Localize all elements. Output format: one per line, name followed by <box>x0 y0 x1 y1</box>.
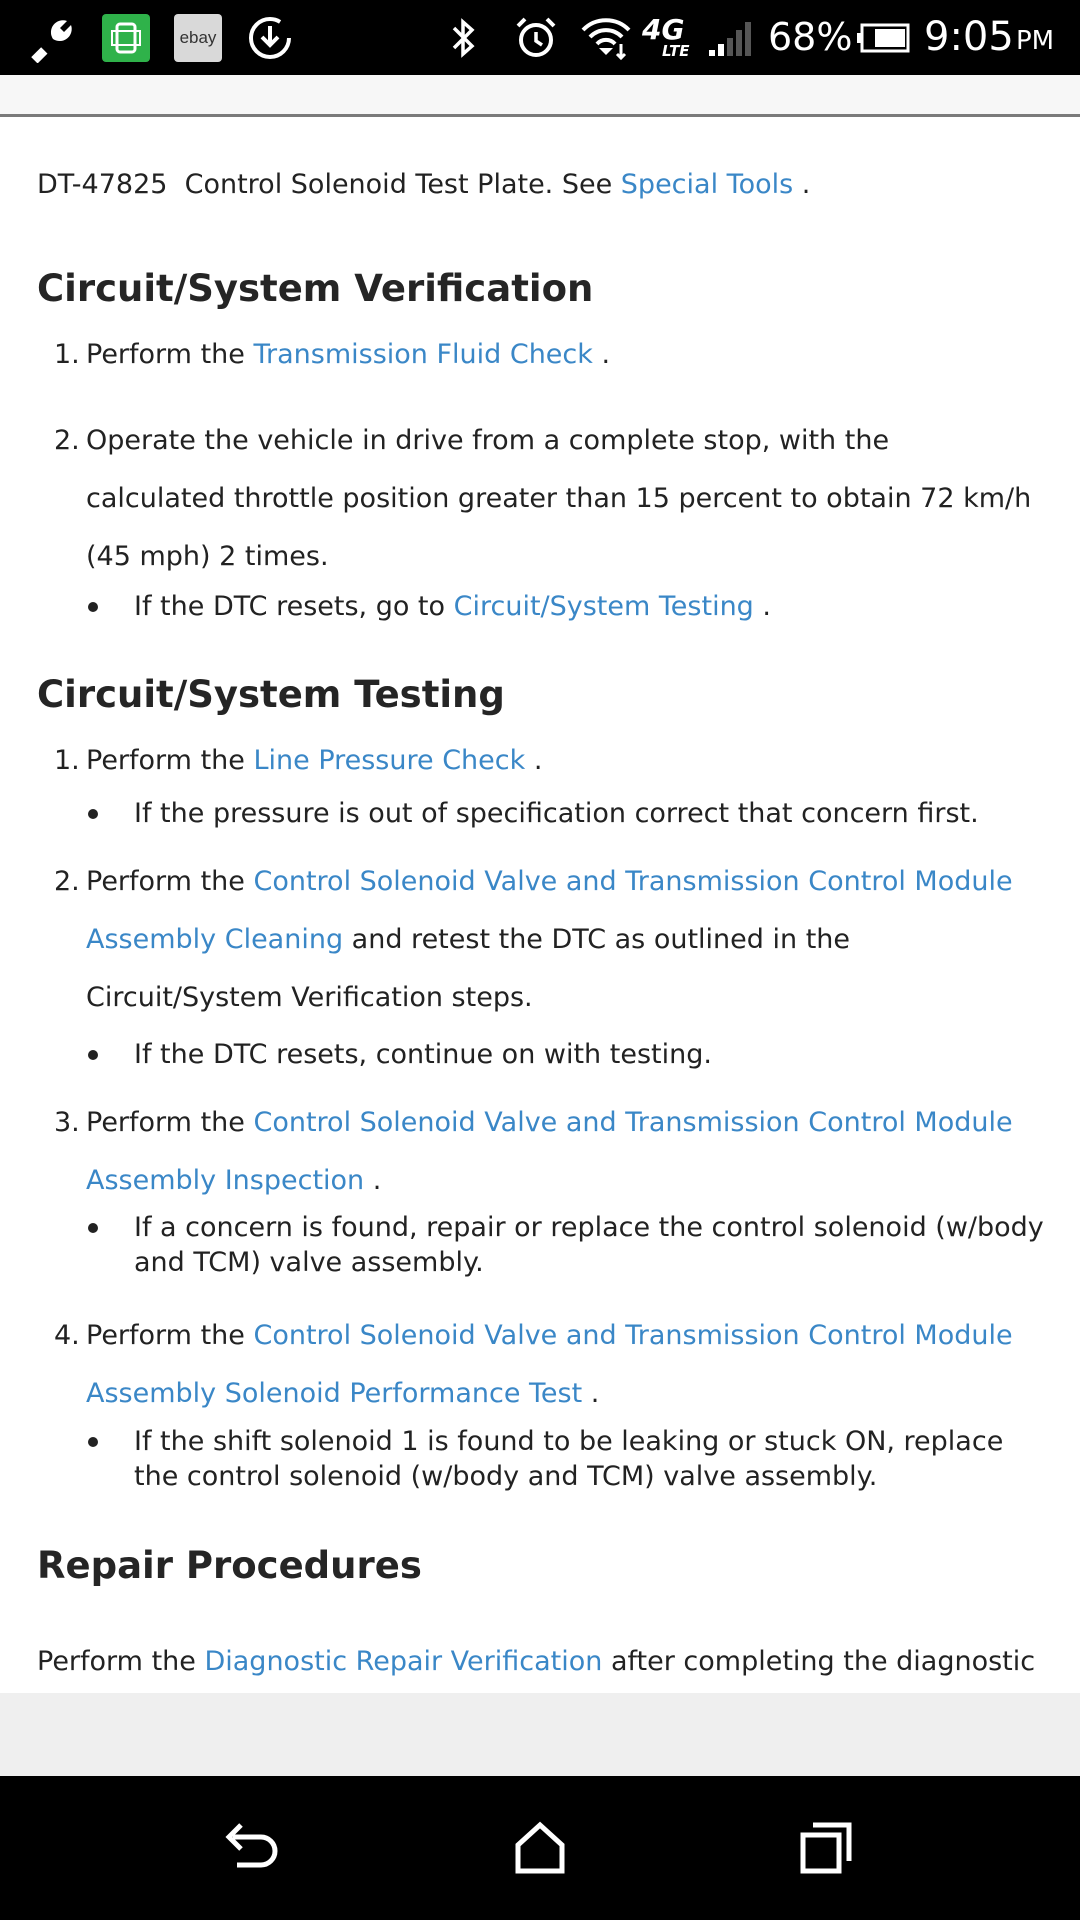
testing-step-1 <box>86 732 1036 790</box>
signal-icon <box>706 0 756 75</box>
network-sub-label: LTE <box>662 42 690 60</box>
battery-icon <box>856 0 912 75</box>
document-content[interactable] <box>0 117 1080 1693</box>
testing-step-2-bullet: If the DTC resets, continue on with testing. <box>134 1039 712 1070</box>
recent-apps-icon <box>799 1821 855 1875</box>
step-text-tail: . <box>592 339 611 370</box>
testing-step-3-bullet: If a concern is found, repair or replace the control solenoid (w/body and TCM) valve assembly. <box>134 1212 1044 1278</box>
verification-step-2: Operate the vehicle in drive from a complete stop, with the calculated throttle position greater than 15 percent to obtain 72 km/h (45 mph) 2 times. <box>86 425 1032 572</box>
ebay-label: ebay <box>179 27 217 47</box>
browser-toolbar-strip <box>0 75 1080 117</box>
intro-text: DT-47825 Control Solenoid Test Plate. See <box>37 169 621 200</box>
solenoid-performance-test-link[interactable]: Control Solenoid Valve and Transmission Control Module Assembly Solenoid Performance Test <box>86 1320 1013 1409</box>
testing-step-4 <box>86 1307 1036 1423</box>
item-number: 2. <box>54 425 80 456</box>
bullet-text: If the DTC resets, go to <box>134 591 454 622</box>
repair-text: Perform the <box>37 1646 205 1677</box>
testing-step-2 <box>86 853 1036 1027</box>
network-label: 4G <box>642 13 685 46</box>
item-number: 3. <box>54 1107 80 1138</box>
cleaning-procedure-link[interactable]: Control Solenoid Valve and Transmission Control Module Assembly Cleaning <box>86 866 1013 955</box>
step-text: Perform the <box>86 339 254 370</box>
testing-step-3 <box>86 1094 1036 1210</box>
line-pressure-check-link[interactable]: Line Pressure Check <box>253 745 526 776</box>
green-app-icon[interactable] <box>100 0 152 75</box>
testing-step-4-bullet: If the shift solenoid 1 is found to be leaking or stuck ON, replace the control solenoid (w/body and TCM) valve assembly. <box>134 1426 1004 1492</box>
clock-ampm: PM <box>1016 26 1055 56</box>
battery-percent: 68% <box>768 15 853 59</box>
back-button[interactable] <box>153 1776 353 1920</box>
ebay-app-icon[interactable] <box>172 0 224 75</box>
intro-paragraph <box>37 167 810 202</box>
verification-step-2-bullet <box>134 589 1044 624</box>
bullet-icon <box>88 1050 98 1060</box>
testing-step-1-bullet: If the pressure is out of specification correct that concern first. <box>134 798 979 829</box>
transmission-fluid-check-link[interactable]: Transmission Fluid Check <box>253 339 593 370</box>
clock-time: 9:05 <box>924 14 1014 60</box>
back-icon <box>223 1821 283 1875</box>
step-text-tail: . <box>582 1378 600 1409</box>
wrench-icon[interactable] <box>28 0 80 75</box>
item-number: 4. <box>54 1320 80 1351</box>
navigation-bar <box>0 1776 1080 1920</box>
recent-apps-button[interactable] <box>727 1776 927 1920</box>
alarm-icon <box>510 0 562 75</box>
repair-text-tail: after completing the diagnostic <box>602 1646 1036 1677</box>
step-text-tail: and retest the DTC as outlined in the Circuit/System Verification steps. <box>86 924 851 1013</box>
download-icon[interactable] <box>244 0 296 75</box>
page-bottom-area <box>0 1693 1080 1776</box>
inspection-procedure-link[interactable]: Control Solenoid Valve and Transmission Control Module Assembly Inspection <box>86 1107 1013 1196</box>
step-text: Perform the <box>86 1320 254 1351</box>
item-number: 1. <box>54 745 80 776</box>
step-text: Perform the <box>86 745 254 776</box>
bullet-tail: . <box>753 591 771 622</box>
bullet-icon <box>88 602 98 612</box>
heading-circuit-system-testing: Circuit/System Testing <box>37 673 505 716</box>
bullet-icon <box>88 1437 98 1447</box>
bullet-icon <box>88 1223 98 1233</box>
step-text: Perform the <box>86 866 254 897</box>
circuit-system-testing-link[interactable]: Circuit/System Testing <box>453 591 754 622</box>
intro-tail: . <box>793 169 811 200</box>
heading-repair-procedures: Repair Procedures <box>37 1544 422 1587</box>
item-number: 2. <box>54 866 80 897</box>
diagnostic-repair-verification-link[interactable]: Diagnostic Repair Verification <box>204 1646 603 1677</box>
status-bar <box>0 0 1080 75</box>
verification-step-1 <box>86 326 1036 384</box>
special-tools-link[interactable]: Special Tools <box>620 169 794 200</box>
wifi-icon <box>578 0 634 75</box>
bluetooth-icon <box>445 0 481 75</box>
network-type <box>640 0 696 75</box>
step-text: Perform the <box>86 1107 254 1138</box>
bullet-icon <box>88 809 98 819</box>
step-text-tail: . <box>525 745 543 776</box>
repair-paragraph <box>37 1644 1035 1679</box>
home-button[interactable] <box>440 1776 640 1920</box>
heading-circuit-system-verification: Circuit/System Verification <box>37 267 594 310</box>
item-number: 1. <box>54 339 80 370</box>
home-icon <box>512 1821 568 1875</box>
step-text-tail: . <box>364 1165 382 1196</box>
